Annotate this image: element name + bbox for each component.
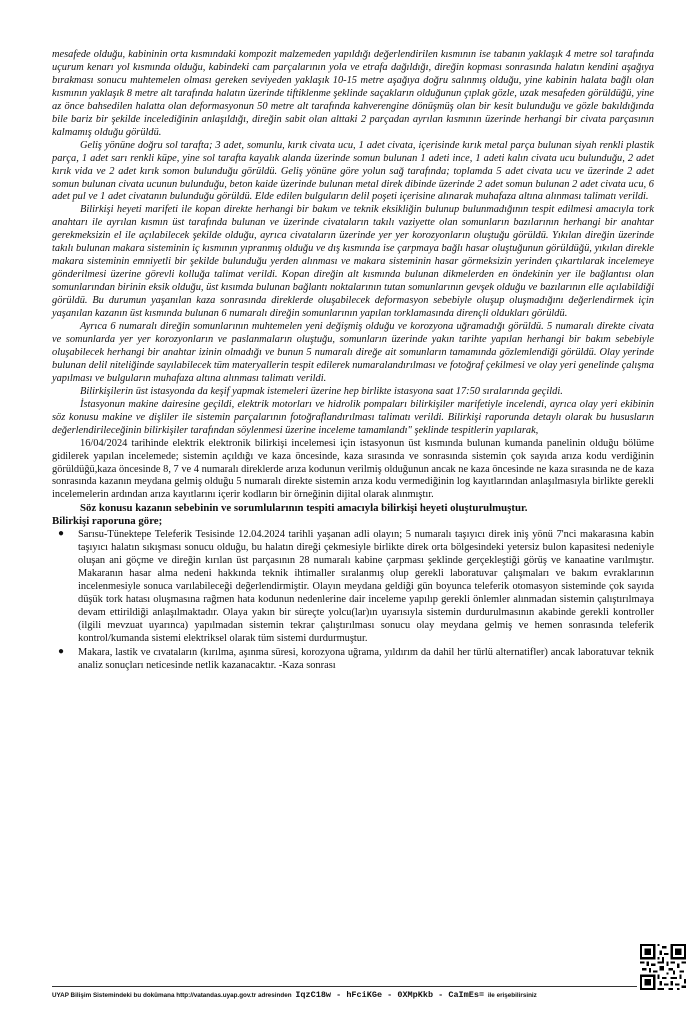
paragraph-6: İstasyonun makine dairesine geçildi, elektrik motorları ve hidrolik pompaları bilirkişiler marifetiyle incelendi, ayrıca olay yeri ekibinin söz konusu makine ve dişliler ile sistemin parçalarının fotoğraflandırılması talimatı verildi. Bilirkişi raporunda detaylı olarak bu hususların değerlendirileceğinin bilirkişiler tarafından söylenmesi üzerine inceleme tamamlandı" şeklinde tespitlerin yapılarak, [52, 398, 654, 436]
page-footer [52, 986, 637, 1004]
footer-suffix: ile erişebilirsiniz [487, 992, 537, 999]
paragraph-5: Bilirkişilerin üst istasyonda da keşif yapmak istemeleri üzerine hep birlikte istasyona saat 17:50 sıralarında geçildi. [80, 385, 563, 397]
report-subheading: Bilirkişi raporuna göre; [52, 515, 163, 528]
footer-rule [52, 986, 637, 987]
bullet-text-1: Sarısu-Tünektepe Teleferik Tesisinde 12.04.2024 tarihli yaşanan adli olayın; 5 numaralı taşıyıcı direk iniş yönü 7'nci makarasına kabin taşıyıcı halatın sıkışması sonucu olduğu, bu halatın direği çekmesiyle birlikte direk orta bölgesindeki yetersiz bulon kapasitesi nedeniyle oluşan ani göçme ve direğin kırılan üst parçasının 28 numaralı kabine çarpması şeklinde gerçekleştiği görüş ve kanaatine varılmıştır. Makaranın hasar alma nedeni hakkında teknik ihtimaller sıralanmış olup gerekli laboratuvar çalışmaları ve bakım evraklarının incelenmesiyle sonuca varılabileceği değerlendirmiştir. Olayın meydana geldiği gün boyunca teleferik otomasyon sisteminde çok sayıda düşük tork hatası oluşmasına rağmen hata kodunun nedenlerine dair inceleme yapılıp gerekli önlemler alınmadan sistemin çalıştırılmaya devam ettirildiği anlaşılmaktadır. Olaya yakın bir süreçte yolcu(lar)ın uyarısıyla sistemin durdurulmasının akabinde gerekli kontroller (ilgili mevzuat uyarınca) yapılmadan sistemin tekrar çalıştırılması sonucu olay meydana gelmiş ve hemen sonrasında teleferik kontrol/kumanda sistemi elektriksel olarak tüm sistemi durdurmuştur. [78, 529, 654, 644]
bullet-item-2 [52, 647, 654, 673]
document-body [52, 49, 654, 673]
paragraph-4: Ayrıca 6 numaralı direğin somunlarının muhtemelen yeni değişmiş olduğu ve korozyona uğramadığı görüldü. 5 numaralı direkte civata ve somunlarda yer yer korozyonların ve paslanmaların oluştuğu, somunların üzerinde yakın tarihte yapılan herhangi bir bakım sebebiyle oluşabilecek herhangi bir anahtar izinin olmadığı ve bunun 5 numaralı direğe ait somunların tamamında gözlemlendiği görüldü. Olay yerinde bulunan delil niteliğinde sayılabilecek tüm materyallerin tespit edilerek numaralandırılması ve fotoğraf çekilmesi ve olay yeri genelinde çalışma yapılması ve bulguların muhafaza altına alınması talimatı verildi. [52, 321, 654, 384]
footer-verification-code: IqzC18w - hFciKGe - 0XMpKkb - CaImEs= [295, 990, 485, 1000]
bullet-icon: ● [58, 528, 65, 540]
bullet-text-2: Makara, lastik ve cıvataların (kırılma, aşınma süresi, korozyona uğrama, yıldırım da dahil her türlü alternatifler) ancak laboratuvar teknik analiz sonuçları neticesinde netlik kazanacaktır. -Kaza sonrası [78, 646, 654, 671]
qr-code-icon [640, 944, 686, 990]
paragraph-2: Geliş yönüne doğru sol tarafta; 3 adet, somunlu, kırık civata ucu, 1 adet civata, içerisinde kırık metal parça bulunan siyah renkli plastik parça, 1 adet sarı renkli küpe, yine sol tarafta kayalık alanda üzerinde somun bulunan 1 adeti ince, 1 adeti kalın civata ucu bulunduğu, 2 adet kırık vida ve 2 adet kırık somon bulunduğu görüldü. Geliş yönüne göre yolun sağ tarafında; toplamda 5 adet civata ucu ve üzerinde 2 adet somun bulunan civata ucunun bulunduğu, beton kaide üzerinde bulunan metal direk dibinde üzerinde 2 adet somun bulunan 2 adet civata ucu, 6 adet pul ve 1 adet civatanın bulunduğu görüldü. Elde edilen bulguların delil poşeti içerisine alınarak muhafaza altına alınması talimatı verildi. [52, 139, 654, 203]
paragraph-1: mesafede olduğu, kabininin orta kısmındaki kompozit malzemeden yapıldığı değerlendirilen kısmının ise tabanın yaklaşık 4 metre sol tarafında uçurum kenarı yol kısmında olduğu, kabindeki cam parçalarının yola ve etrafa dağıldığı, direğin kopması sonrasında halatın kendini aşağıya bırakması sonucu muhtemelen olması gereken seviyeden yaklaşık 10-15 metre aşağıya doğru salınmış olduğu, yine kabinin halata bağlı olan kısmının yaklaşık 8 metre alt tarafında halatın üzerinde tiftiklenme şeklinde saçakların olduğunun çıplak gözle, uzak mesafeden görüldüğü, yine az önce bahsedilen halatta olan deformasyonun 50 metre alt tarafında kahverengine dönüşmüş olan bir kesit bulunduğu ve gözle bakıldığında bile bariz bir şekilde incelediğinin anlaşıldığı, direğin sabit olan alttaki 2 parçadan ayrılan kısmının üzerinde herhangi bir civata parçasının kalmamış olduğu görüldü. [52, 49, 654, 138]
bullet-icon: ● [58, 645, 65, 657]
footer-prefix: UYAP Bilişim Sistemindeki bu dokümana http://vatandas.uyap.gov.tr adresinden [52, 992, 292, 999]
paragraph-7: 16/04/2024 tarihinde elektrik elektronik bilirkişi incelemesi için istasyonun üst kısmında bulunan kumanda panelinin olduğu bölüme gidilerek yapılan incelemede; sistemin açıldığı ve kaza öncesinde, kaza sırasında ve sonrasında sistemin çok sayıda arıza kodu verdiğinin görüldüğü,kaza öncesinde 8, 7 ve 4 numaralı direklerde arıza kodunun verilmiş olduğunun ancak ne kaza öncesinde ne kaza sırasında ne de kaza sonrasında kazanın meydana gelmiş olduğu 5 numaralı direkte sistemin arıza kodu vermediğinin log kayıtlarından anlaşılmasıyla birlikte gerekli incelemelerin ardından arıza kayıtlarını içerir kodların bir örneğinin dijital olarak alınmıştır. [52, 437, 654, 501]
paragraph-3: Bilirkişi heyeti marifeti ile kopan direkte herhangi bir bakım ve teknik eksikliğin bulunup bulunmadığının tespit edilmesi amacıyla tork anahtarı ile ayrılan kısmın üst tarafında bulunan ve üzerinde civataların takılı vaziyette olan somunların bazılarının herhangi bir anahtar gerekmeksizin el ile açılabilecek şekilde olduğu, ayrıca civataların üzerinde yer yer korozyonların oluştuğu görüldü. Yıkılan direğin üzerinde takılı bulunan makara sisteminin iç kısmının yıpranmış olduğu ve dış kısmında ise çarpmaya bağlı hasar oluştuğunun görüldüğü, yıkılan direkle makara sisteminin emniyetli bir şekilde bulunduğu yerden alınması ve makara sisteminin hasar görmeksizin yerinden çıkartılarak incelemeye gönderilmesi üzerine görevli kolluğa talimat verildi. Kopan direğin alt kısmında bulunan dikmelerden en öndekinin yer ile bağlantısı olan somunlarından birinin eksik olduğu, üst kısımda bulunan bağlantı noktalarının tutan somunlarının gevşek olduğu ve bazılarının elle açılabildiği görüldü. Bu durumun yaşanılan kaza sonrasında direklerde oluşabilecek deformasyon sebebiyle oluşup oluşmadığını değerlendirmek için yaşanılan kazanın üst kısmında bulunan 6 numaralı direğin somunlarının yapılan torklamasında dirençli oldukları görüldü. [52, 204, 654, 320]
report-heading: Söz konusu kazanın sebebinin ve sorumlularının tespiti amacıyla bilirkişi heyeti oluşturulmuştur. [80, 502, 528, 515]
footer-text [52, 990, 537, 1000]
bullet-item-1 [52, 529, 654, 646]
